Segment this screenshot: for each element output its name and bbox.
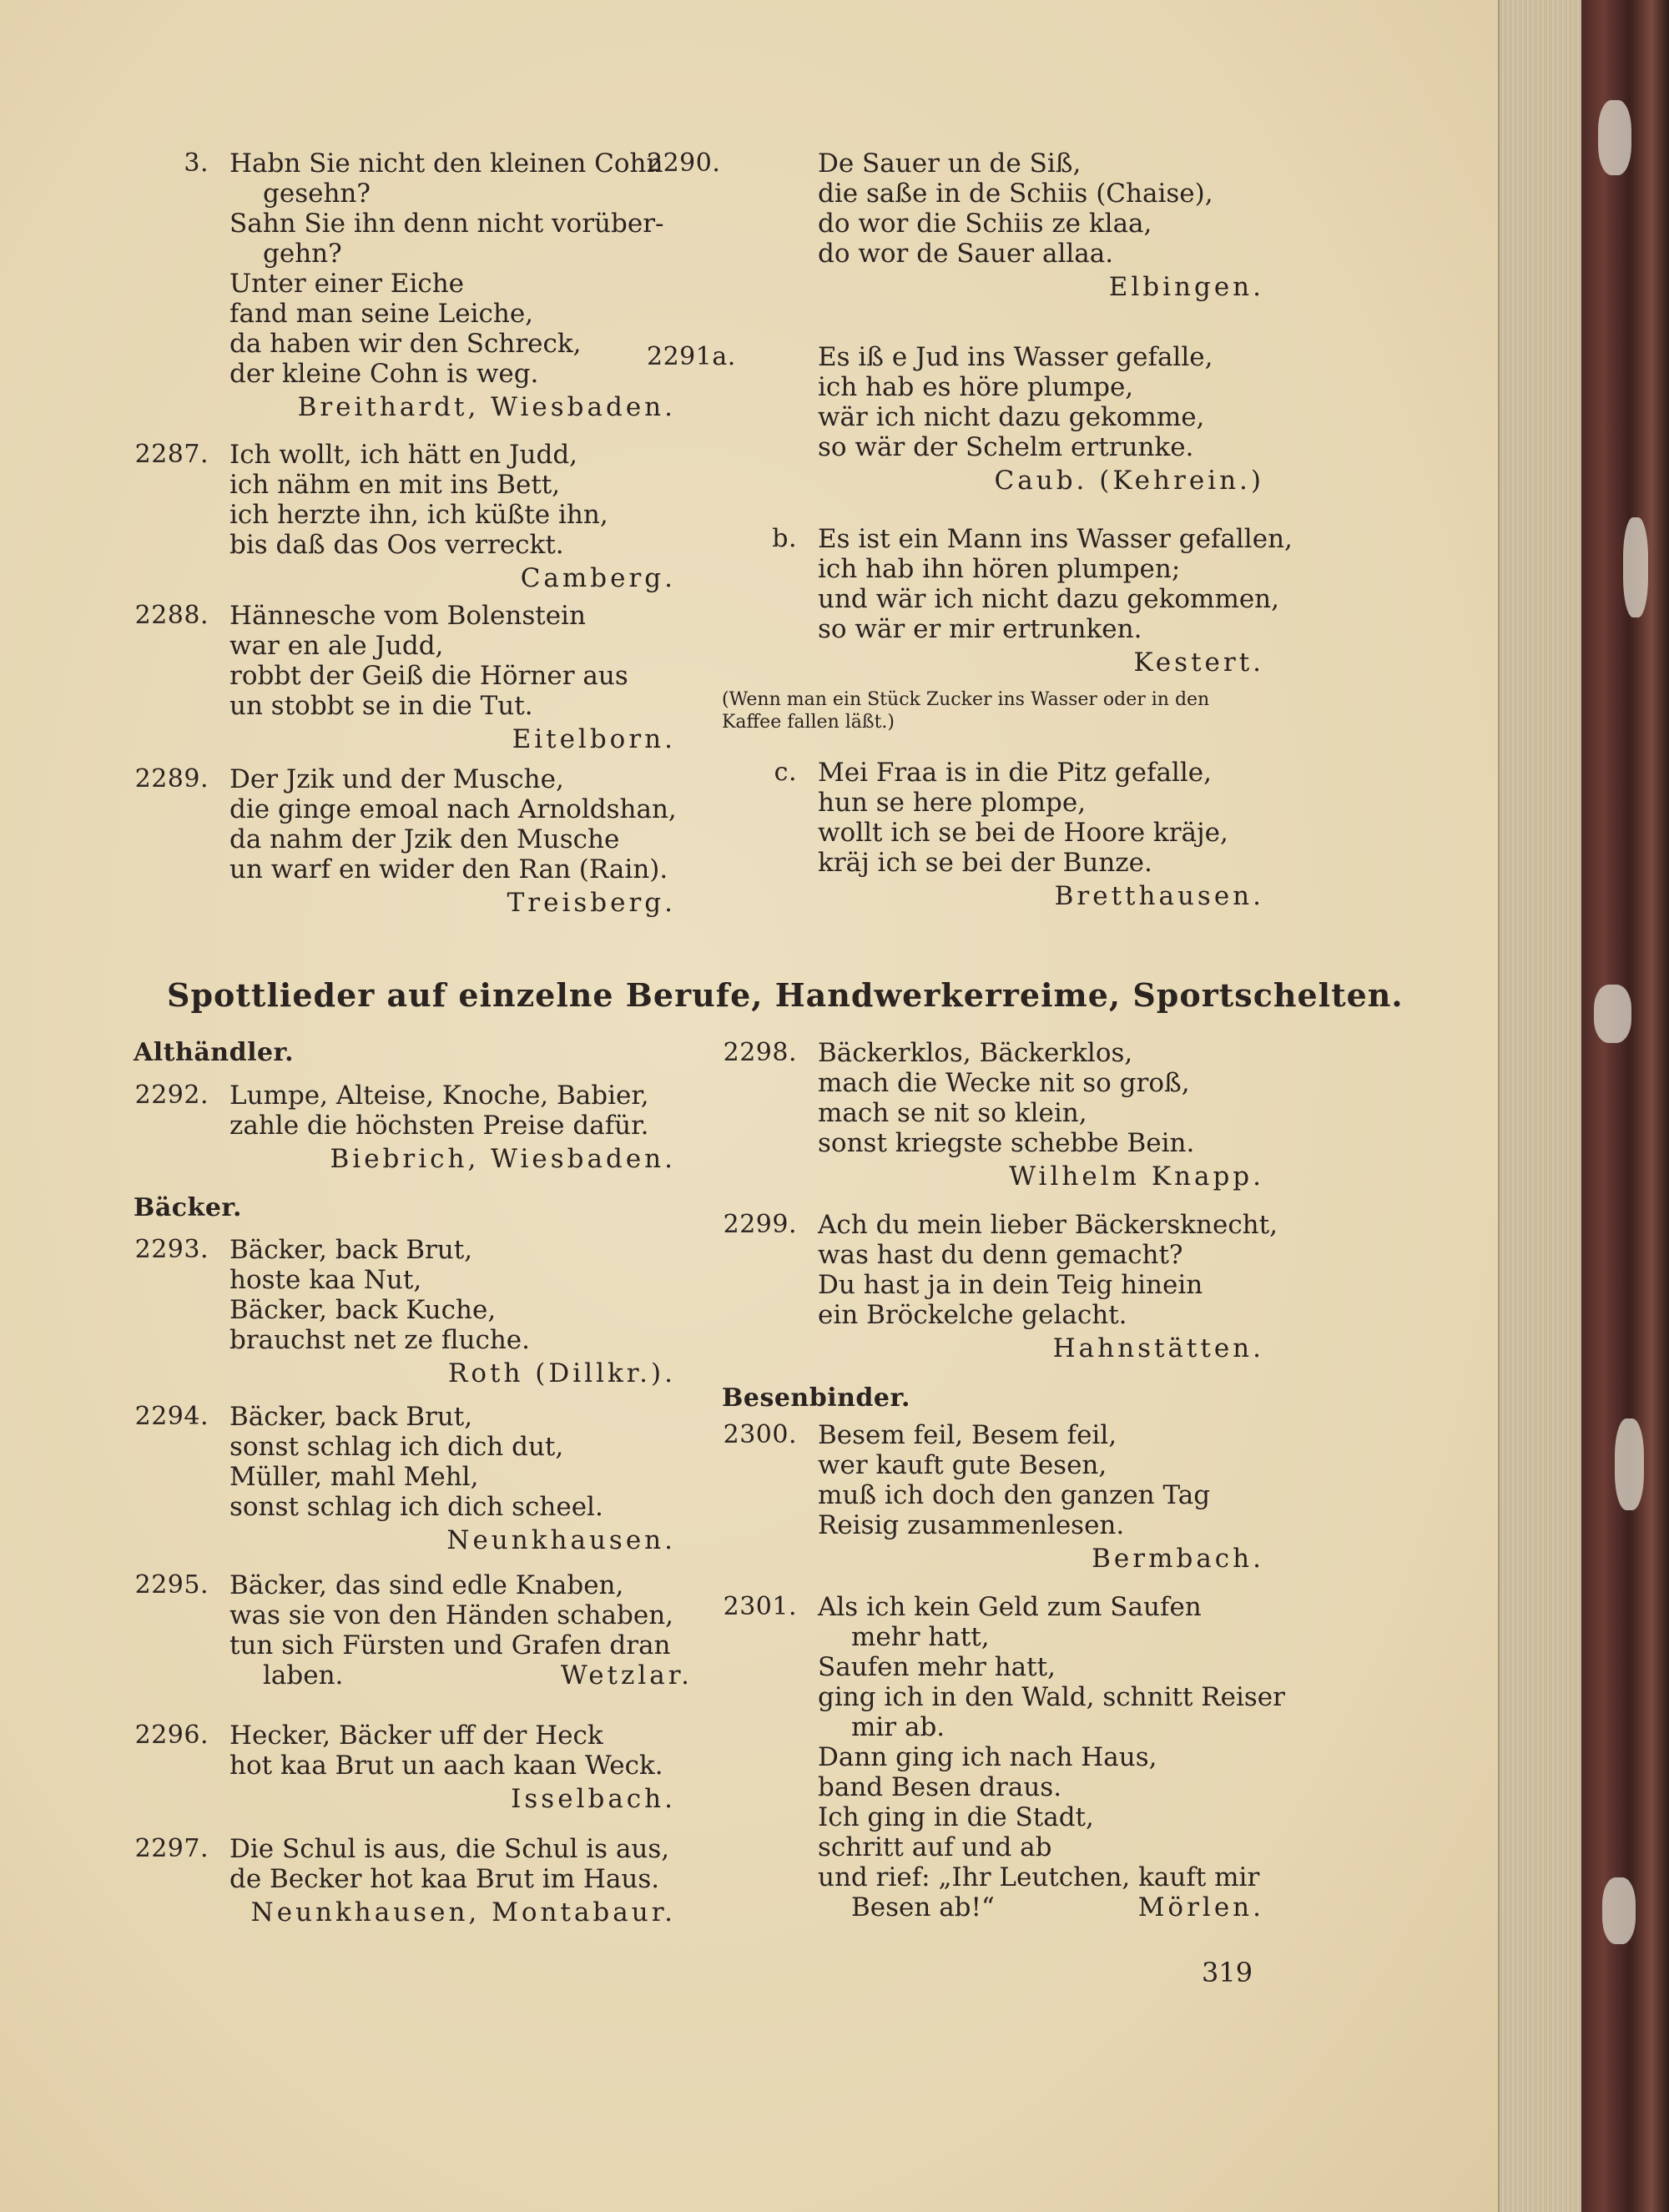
verse-line: do wor de Sauer allaa. (818, 239, 1114, 269)
verse-entry (125, 440, 676, 593)
verse-number: 2290. (647, 149, 721, 178)
verse-line: Du hast ja in dein Teig hinein (818, 1270, 1203, 1300)
verse-line: ich hab ihn hören plumpen; (818, 554, 1181, 584)
verse-number: 2297. (134, 1834, 209, 1863)
verse-line: und rief: „Ihr Leutchen, kauft mir (818, 1862, 1260, 1892)
verse-number: 2288. (134, 601, 209, 630)
verse-line: ich nähm en mit ins Bett, (229, 470, 561, 500)
verse-line: und wär ich nicht dazu gekommen, (818, 584, 1280, 614)
footnote-text: (Wenn man ein Stück Zucker ins Wasser oder in den Kaffee fallen läßt.) (722, 689, 1210, 733)
verse-line: fand man seine Leiche, (229, 299, 534, 329)
place-attribution: Wilhelm Knapp. (1009, 1161, 1264, 1192)
place-attribution: Mörlen. (1137, 1892, 1264, 1922)
place-attribution: Roth (Dillkr.). (448, 1358, 676, 1388)
verse-number: 2298. (723, 1038, 797, 1067)
verse-entry (647, 149, 1264, 302)
verse-line: was sie von den Händen schaben, (229, 1600, 674, 1630)
verse-line: Bäcker, back Brut, (229, 1402, 473, 1432)
verse-line: ich hab es höre plumpe, (818, 372, 1134, 402)
verse-entry (125, 1081, 676, 1174)
verse-line: war en ale Judd, (229, 631, 444, 661)
verse-line: muß ich doch den ganzen Tag (818, 1480, 1211, 1510)
verse-line-text: Besen ab!“ (851, 1892, 995, 1922)
verse-line: zahle die höchsten Preise dafür. (229, 1111, 649, 1141)
verse-line: wollt ich se bei de Hoore kräje, (818, 818, 1228, 848)
verse-line-text: laben. (263, 1660, 344, 1690)
verse-line: Habn Sie nicht den kleinen Cohn (229, 149, 663, 179)
verse-line: Müller, mahl Mehl, (229, 1462, 479, 1492)
place-attribution: Wetzlar. (560, 1660, 693, 1690)
verse-line: kräj ich se bei der Bunze. (818, 848, 1152, 878)
verse-line: schritt auf und ab (818, 1832, 1052, 1862)
verse-line: Reisig zusammenlesen. (818, 1510, 1125, 1540)
section-heading: Spottlieder auf einzelne Berufe, Handwerkerreime, Sportschelten. (167, 976, 1404, 1014)
place-attribution: Isselbach. (511, 1784, 676, 1814)
verse-line: gehn? (263, 239, 342, 269)
verse-line: Der Jzik und der Musche, (229, 764, 564, 794)
verse-line: hoste kaa Nut, (229, 1265, 422, 1295)
place-attribution: Neunkhausen. (446, 1525, 676, 1555)
verse-entry (125, 1235, 676, 1388)
verse-line: mach se nit so klein, (818, 1098, 1087, 1128)
subheading-baecker: Bäcker. (134, 1193, 242, 1222)
verse-line: wär ich nicht dazu gekomme, (818, 402, 1205, 432)
page-edges (1498, 0, 1583, 2212)
verse-line: sonst schlag ich dich scheel. (229, 1492, 603, 1522)
verse-number: 2300. (723, 1420, 797, 1449)
verse-line: da haben wir den Schreck, (229, 329, 582, 359)
verse-line: do wor die Schiis ze klaa, (818, 209, 1152, 239)
verse-line: was hast du denn gemacht? (818, 1240, 1183, 1270)
place-attribution: Breithardt, Wiesbaden. (297, 392, 676, 422)
verse-line: die ginge emoal nach Arnoldshan, (229, 794, 677, 824)
verse-line: gesehn? (263, 179, 371, 209)
subheading-althaendler: Althändler. (134, 1038, 295, 1067)
verse-line: ein Bröckelche gelacht. (818, 1300, 1127, 1330)
verse-entry (713, 1592, 1285, 1922)
verse-line: hun se here plompe, (818, 788, 1087, 818)
verse-number: c. (774, 758, 797, 787)
place-attribution: Hahnstätten. (1052, 1333, 1264, 1363)
verse-line: ich herzte ihn, ich küßte ihn, (229, 500, 608, 530)
place-attribution: Biebrich, Wiesbaden. (330, 1144, 676, 1174)
verse-line: Als ich kein Geld zum Saufen (818, 1592, 1202, 1622)
verse-line: De Sauer un de Siß, (818, 149, 1082, 179)
verse-line: Bäckerklos, Bäckerklos, (818, 1038, 1133, 1068)
verse-number: 2296. (134, 1721, 209, 1750)
verse-line: da nahm der Jzik den Musche (229, 824, 620, 854)
place-attribution: Kestert. (1133, 647, 1264, 678)
verse-entry (125, 1570, 693, 1690)
verse-number: 2287. (134, 440, 209, 469)
verse-line: hot kaa Brut un aach kaan Weck. (229, 1751, 663, 1781)
verse-number: 2301. (723, 1592, 797, 1621)
verse-line: Ach du mein lieber Bäckersknecht, (818, 1210, 1278, 1240)
verse-line: Besem feil, Besem feil, (818, 1420, 1117, 1450)
verse-line: brauchst net ze fluche. (229, 1325, 530, 1355)
verse-line: Sahn Sie ihn denn nicht vorüber- (229, 209, 664, 239)
verse-line: un stobbt se in die Tut. (229, 691, 533, 721)
verse-line: sonst schlag ich dich dut, (229, 1432, 564, 1462)
verse-number: 2289. (134, 764, 209, 794)
verse-entry (713, 1210, 1278, 1363)
place-attribution: Neunkhausen, Montabaur. (250, 1897, 676, 1927)
verse-number: b. (772, 524, 797, 553)
footnote (713, 688, 1264, 733)
place-attribution: Camberg. (520, 563, 676, 593)
page-number: 319 (1202, 1957, 1253, 1988)
verse-line: sonst kriegste schebbe Bein. (818, 1128, 1195, 1158)
verse-number: 2294. (134, 1402, 209, 1431)
verse-number: 2299. (723, 1210, 797, 1239)
verse-entry (713, 1038, 1264, 1192)
verse-line: der kleine Cohn is weg. (229, 359, 539, 389)
verse-entry (125, 1834, 676, 1927)
verse-line: wer kauft gute Besen, (818, 1450, 1107, 1480)
verse-line: so wär er mir ertrunken. (818, 614, 1142, 644)
verse-line: Es ist ein Mann ins Wasser gefallen, (818, 524, 1293, 554)
verse-line: Hännesche vom Bolenstein (229, 601, 586, 631)
verse-line: ging ich in den Wald, schnitt Reiser (818, 1682, 1285, 1712)
verse-line: Hecker, Bäcker uff der Heck (229, 1721, 603, 1751)
verse-line: die saße in de Schiis (Chaise), (818, 179, 1213, 209)
verse-line: de Becker hot kaa Brut im Haus. (229, 1864, 660, 1894)
verse-line: Bäcker, das sind edle Knaben, (229, 1570, 624, 1600)
verse-line: bis daß das Oos verreckt. (229, 530, 564, 560)
verse-line: Die Schul is aus, die Schul is aus, (229, 1834, 670, 1864)
verse-line: Dann ging ich nach Haus, (818, 1742, 1157, 1772)
verse-number: 2291a. (647, 342, 736, 371)
verse-number: 3. (184, 149, 209, 178)
place-attribution: Eitelborn. (512, 724, 676, 754)
verse-number: 2292. (134, 1081, 209, 1110)
verse-entry (647, 342, 1264, 496)
verse-line: Ich ging in die Stadt, (818, 1802, 1094, 1832)
verse-entry (713, 758, 1264, 911)
verse-line: mehr hatt, (851, 1622, 990, 1652)
verse-entry (125, 1402, 676, 1555)
verse-entry (713, 524, 1293, 678)
verse-entry (125, 764, 676, 918)
verse-line: Bäcker, back Brut, (229, 1235, 473, 1265)
verse-line: Lumpe, Alteise, Knoche, Babier, (229, 1081, 649, 1111)
verse-line: Bäcker, back Kuche, (229, 1295, 497, 1325)
place-attribution: Bermbach. (1092, 1544, 1264, 1574)
verse-line: Unter einer Eiche (229, 269, 465, 299)
book-binding (1581, 0, 1669, 2212)
verse-line: so wär der Schelm ertrunke. (818, 432, 1194, 462)
verse-line: Es iß e Jud ins Wasser gefalle, (818, 342, 1213, 372)
verse-line: tun sich Fürsten und Grafen dran (229, 1630, 671, 1660)
verse-number: 2295. (134, 1570, 209, 1600)
verse-entry (125, 601, 676, 754)
verse-entry (125, 149, 676, 422)
place-attribution: Bretthausen. (1054, 881, 1264, 911)
verse-line: mir ab. (851, 1712, 945, 1742)
verse-entry (125, 1721, 676, 1814)
place-attribution: Elbingen. (1108, 272, 1264, 302)
verse-entry (713, 1420, 1264, 1574)
verse-line: band Besen draus. (818, 1772, 1062, 1802)
verse-line (818, 1892, 1264, 1922)
place-attribution: Caub. (Kehrein.) (994, 466, 1264, 496)
verse-line: robbt der Geiß die Hörner aus (229, 661, 628, 691)
place-attribution: Treisberg. (507, 888, 676, 918)
verse-line (229, 1660, 693, 1690)
verse-line: Saufen mehr hatt, (818, 1652, 1056, 1682)
verse-line: Mei Fraa is in die Pitz gefalle, (818, 758, 1212, 788)
subheading-besenbinder: Besenbinder. (722, 1383, 910, 1413)
verse-line: un warf en wider den Ran (Rain). (229, 854, 668, 884)
verse-line: mach die Wecke nit so groß, (818, 1068, 1190, 1098)
verse-line: Ich wollt, ich hätt en Judd, (229, 440, 578, 470)
verse-number: 2293. (134, 1235, 209, 1264)
